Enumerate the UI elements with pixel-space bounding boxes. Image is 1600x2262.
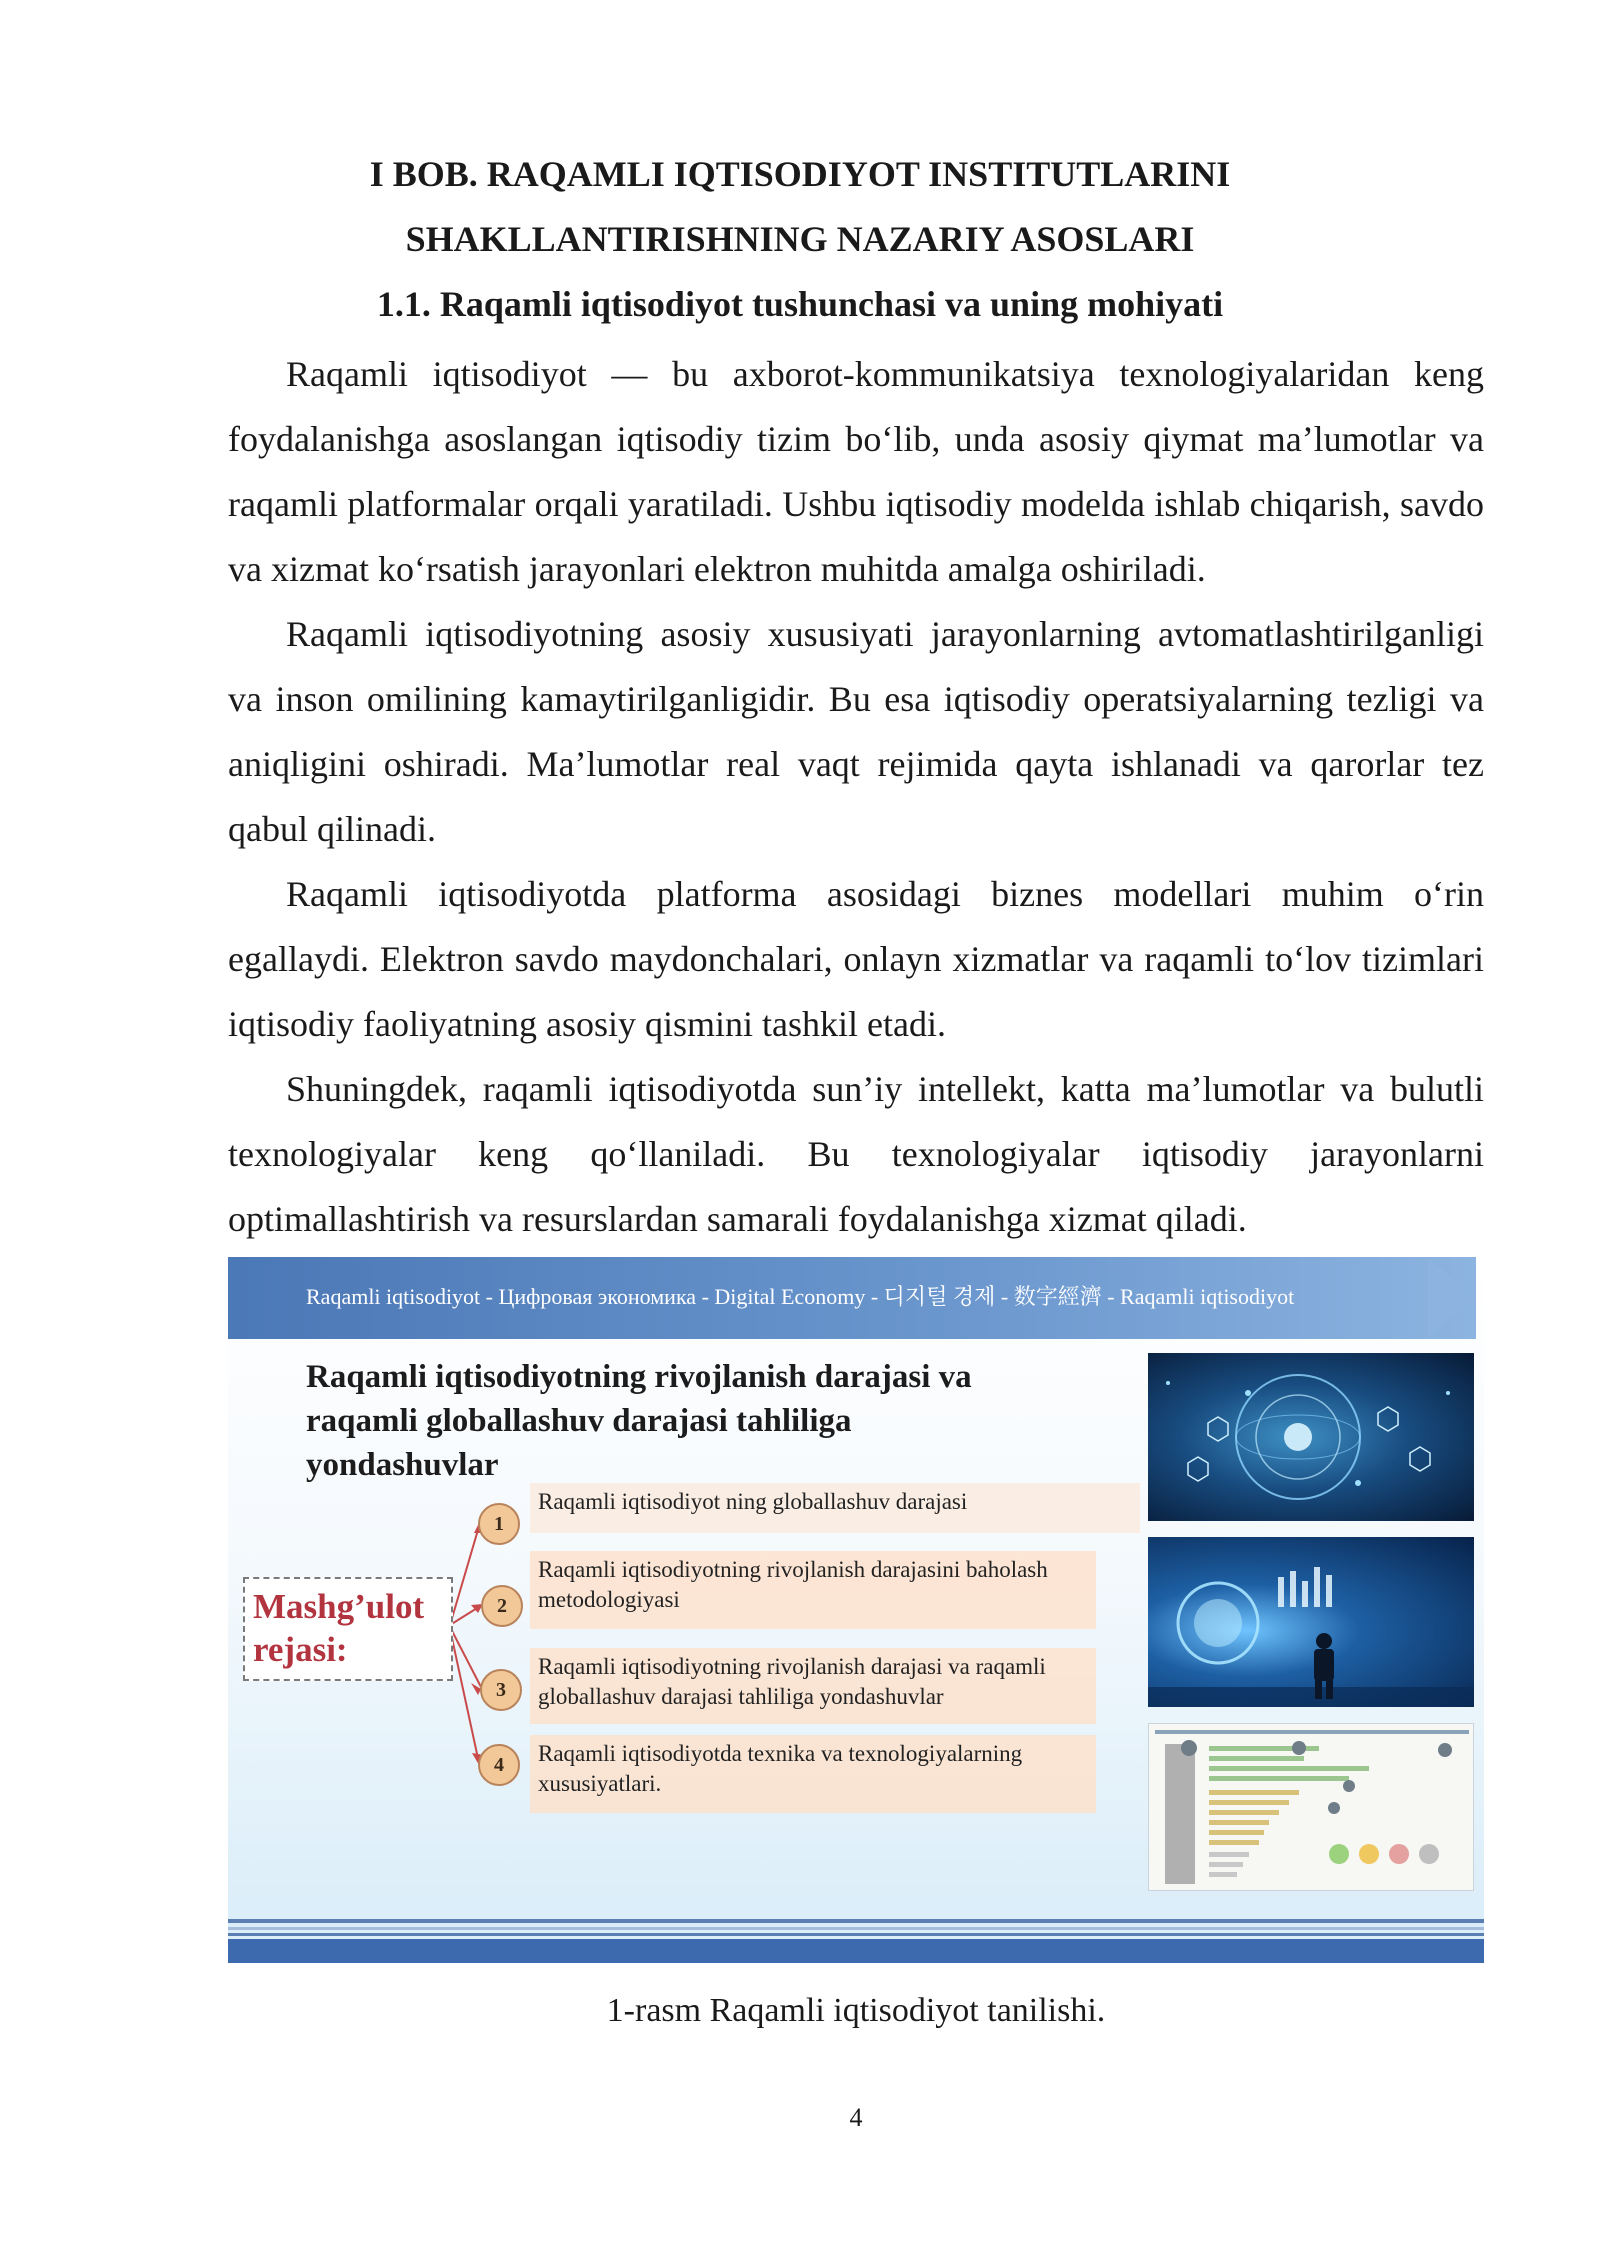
dashboard-chart-image	[1148, 1723, 1474, 1891]
plan-number-3: 3	[480, 1669, 522, 1711]
plan-number-1: 1	[478, 1503, 520, 1545]
page-number: 4	[849, 2103, 863, 2132]
plan-item-4: Raqamli iqtisodiyotda texnika va texnologiyalarning xususiyatlari.	[530, 1735, 1096, 1813]
section-title: 1.1. Raqamli iqtisodiyot tushunchasi va uning mohiyati	[376, 284, 1224, 324]
paragraph-3: Raqamli iqtisodiyotda platforma asosidagi biznes modellari muhim o‘rin egallaydi. Elektron savdo maydonchalari, onlayn xizmatlar va raqamli to‘lov tizimlari iqtisodiy faoliyatning asosiy qismini tashkil etadi.	[228, 874, 1484, 1044]
paragraph-2: Raqamli iqtisodiyotning asosiy xususiyati jarayonlarning avtomatlashtirilganligi va inson omilining kamaytirilganligidir. Bu esa iqtisodiy operatsiyalarning tezligi va aniqligini oshiradi. Ma’lumotlar real vaqt rejimida qayta ishlanadi va qarorlar tez qabul qilinadi.	[228, 614, 1484, 849]
plan-item-2: Raqamli iqtisodiyotning rivojlanish darajasini baholash metodologiyasi	[530, 1551, 1096, 1629]
figure-footer-stripes	[228, 1915, 1484, 1963]
plan-number-2: 2	[481, 1585, 523, 1627]
paragraph-1: Raqamli iqtisodiyot — bu axborot-kommunikatsiya texnologiyalaridan keng foydalanishga asoslangan iqtisodiy tizim bo‘lib, unda asosiy qiymat ma’lumotlar va raqamli platformalar orqali yaratiladi. Ushbu iqtisodiy modelda ishlab chiqarish, savdo va xizmat ko‘rsatish jarayonlari elektron muhitda amalga oshiriladi.	[228, 354, 1484, 589]
plan-item-3: Raqamli iqtisodiyotning rivojlanish darajasi va raqamli globallashuv darajasi tahliliga yondashuvlar	[530, 1648, 1096, 1724]
figure-banner-text: Raqamli iqtisodiyot - Цифровая экономика - Digital Economy - 디지털 경제 - 数字經濟 - Raqamli iqtisodiyot	[306, 1284, 1295, 1309]
network-globe-image	[1148, 1353, 1474, 1521]
businessman-digital-image	[1148, 1537, 1474, 1707]
figure-digital-economy	[228, 1255, 1484, 1963]
plan-label: Mashg’ulot rejasi:	[253, 1587, 425, 1669]
chapter-title-line-1: I BOB. RAQAMLI IQTISODIYOT INSTITUTLARINI	[369, 154, 1231, 194]
paragraph-4: Shuningdek, raqamli iqtisodiyotda sun’iy intellekt, katta ma’lumotlar va bulutli texnologiyalar keng qo‘llaniladi. Bu texnologiyalar iqtisodiy jarayonlarni optimallashtirish va resurslardan samarali foydalanishga xizmat qiladi.	[228, 1069, 1484, 1239]
body-text	[228, 342, 1484, 1252]
plan-label-box	[243, 1577, 453, 1681]
plan-number-4: 4	[478, 1744, 520, 1786]
figure-caption: 1-rasm Raqamli iqtisodiyot tanilishi.	[606, 1992, 1106, 2029]
chapter-title-line-2: SHAKLLANTIRISHNING NAZARIY ASOSLARI	[405, 219, 1195, 259]
plan-item-1: Raqamli iqtisodiyot ning globallashuv darajasi	[530, 1483, 1140, 1533]
figure-title: Raqamli iqtisodiyotning rivojlanish darajasi va raqamli globallashuv darajasi tahliliga yondashuvlar	[306, 1359, 972, 1483]
